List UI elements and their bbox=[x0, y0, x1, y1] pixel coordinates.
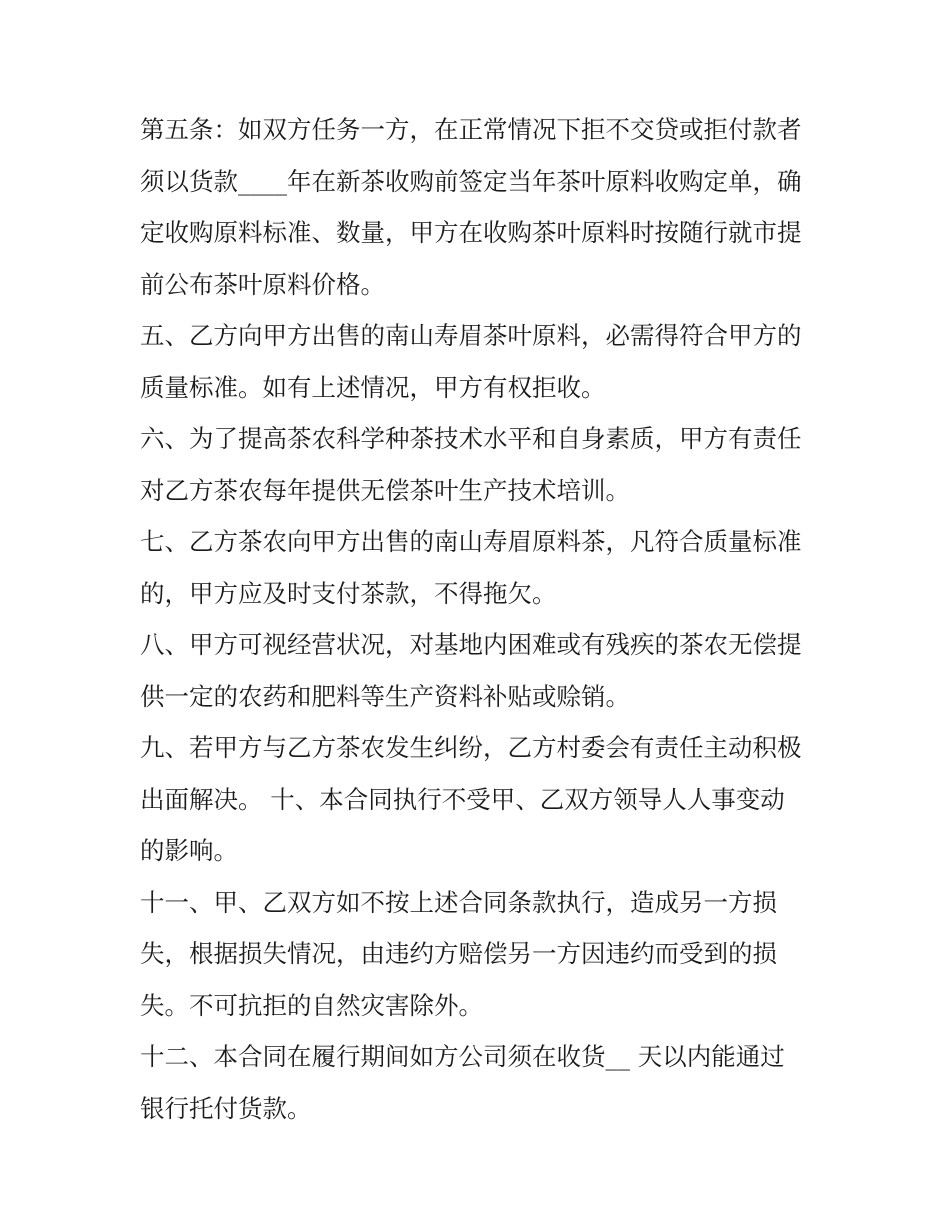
text-line: 对乙方茶农每年提供无偿茶叶生产技术培训。 bbox=[140, 475, 630, 505]
text-line: 的影响。 bbox=[140, 836, 238, 865]
text-line: 失，根据损失情况，由违约方赔偿另一方因违约而受到的损 bbox=[140, 939, 777, 968]
paragraph-clause-9-10 bbox=[140, 722, 820, 877]
text-line: 五、乙方向甲方出售的南山寿眉茶叶原料，必需得符合甲方的 bbox=[140, 321, 802, 350]
paragraph-clause-11 bbox=[140, 877, 820, 1032]
text-line: 质量标准。如有上述情况，甲方有权拒收。 bbox=[140, 372, 606, 402]
text-line: 须以货款____年在新茶收购前签定当年茶叶原料收购定单，确 bbox=[140, 166, 802, 196]
text-line: 银行托付货款。 bbox=[140, 1093, 312, 1123]
text-line: 六、为了提高茶农科学种茶技术水平和自身素质，甲方有责任 bbox=[140, 424, 802, 453]
text-line: 失。不可抗拒的自然灾害除外。 bbox=[140, 990, 483, 1020]
text-line: 定收购原料标准、数量，甲方在收购茶叶原料时按随行就市提 bbox=[140, 218, 802, 247]
text-line: 十二、本合同在履行期间如方公司须在收货__ 天以内能通过 bbox=[140, 1042, 785, 1071]
paragraph-clause-8 bbox=[140, 619, 820, 722]
text-line: 九、若甲方与乙方茶农发生纠纷，乙方村委会有责任主动积极 bbox=[140, 733, 802, 762]
text-line: 前公布茶叶原料价格。 bbox=[140, 269, 385, 299]
text-line: 出面解决。 十、本合同执行不受甲、乙双方领导人人事变动 bbox=[140, 784, 785, 814]
paragraph-clause-6 bbox=[140, 413, 820, 516]
paragraph-clause-7 bbox=[140, 516, 820, 619]
paragraph-article-5 bbox=[140, 104, 820, 310]
text-line: 第五条：如双方任务一方，在正常情况下拒不交贷或拒付款者 bbox=[140, 115, 802, 144]
text-line: 七、乙方茶农向甲方出售的南山寿眉原料茶，凡符合质量标准 bbox=[140, 527, 802, 556]
text-line: 十一、甲、乙双方如不按上述合同条款执行，造成另一方损 bbox=[140, 887, 777, 917]
paragraph-clause-5 bbox=[140, 310, 820, 413]
text-line: 供一定的农药和肥料等生产资料补贴或赊销。 bbox=[140, 681, 630, 711]
text-line: 八、甲方可视经营状况，对基地内困难或有残疾的茶农无偿提 bbox=[140, 630, 802, 659]
document-body bbox=[140, 104, 820, 1134]
paragraph-clause-12 bbox=[140, 1031, 820, 1134]
text-line: 的，甲方应及时支付茶款，不得拖欠。 bbox=[140, 578, 557, 608]
